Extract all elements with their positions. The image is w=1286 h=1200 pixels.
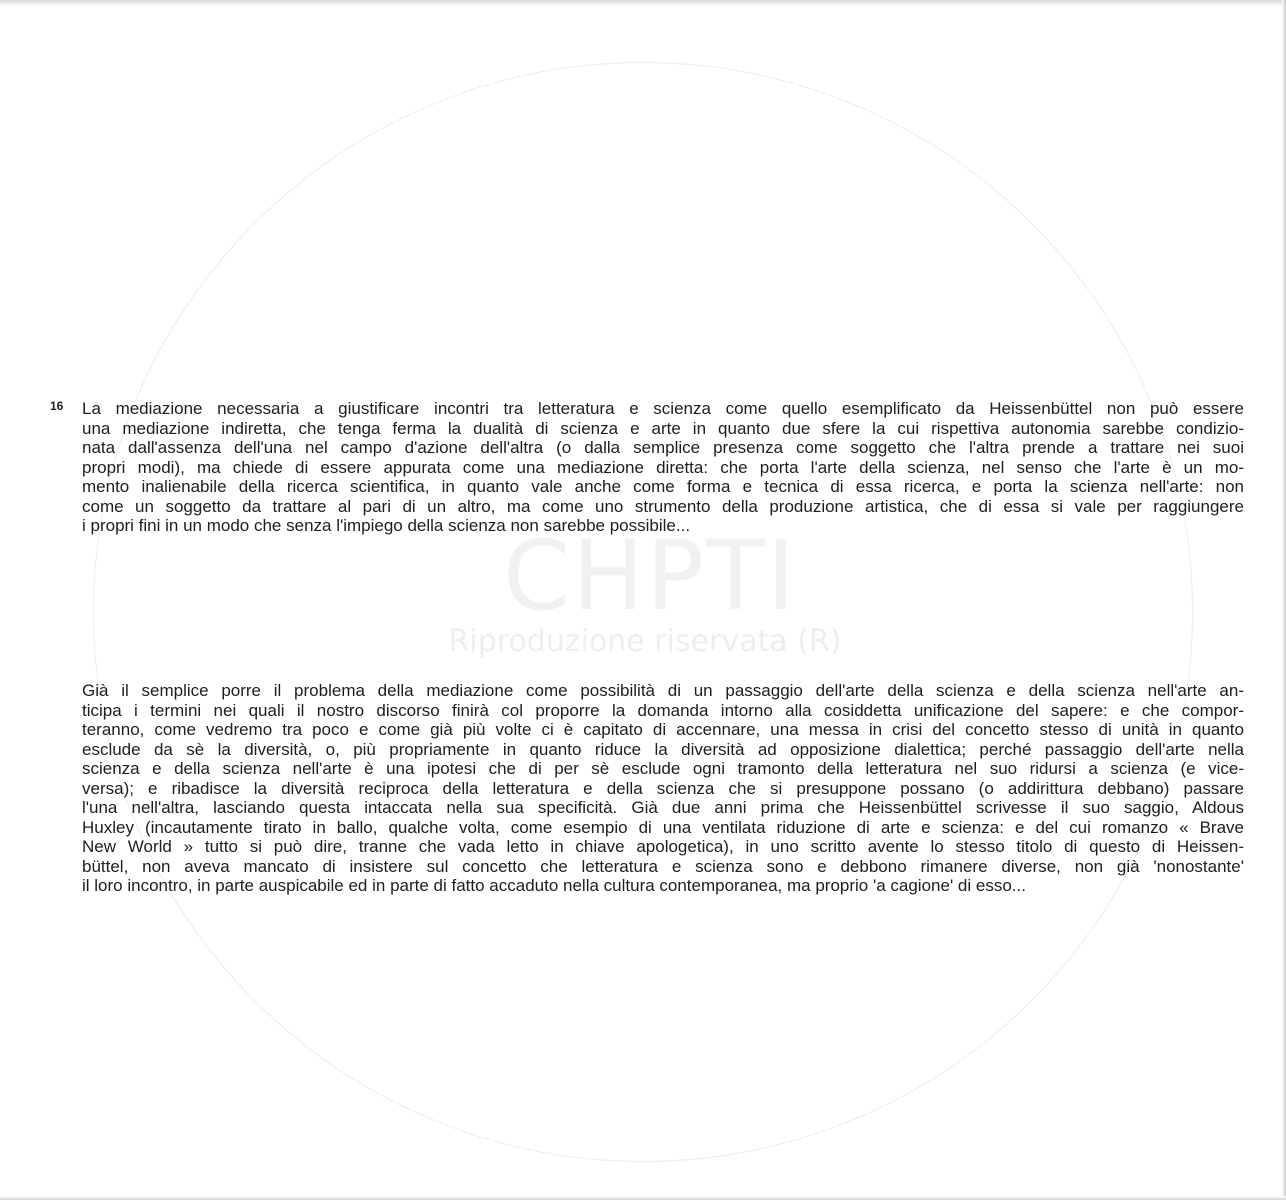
text-line: La mediazione necessaria a giustificare incontri tra letteratura e scienza come quello esemplificato da Heissenbüttel non può essere bbox=[82, 399, 1244, 418]
page-edge-top bbox=[0, 0, 1286, 6]
text-line: büttel, non aveva mancato di insistere sul concetto che letteratura e scienza sono e debbono rimanere diverse, non già 'nonostante' bbox=[82, 856, 1244, 876]
text-line: l'una nell'altra, lasciando questa intaccata nella sua specificità. Già due anni prima che Heissenbüttel scrivesse il suo saggio, Aldous bbox=[82, 798, 1244, 817]
text-line: una mediazione indiretta, che tenga ferma la dualità di scienza e arte in quanto due sfere la cui rispettiva autonomia sarebbe condizio- bbox=[82, 418, 1244, 438]
watermark-text: Riproduzione riservata (R) bbox=[448, 624, 842, 659]
text-line: come un soggetto da trattare al pari di un altro, ma come uno strumento della produzione artistica, che di essa si vale per raggiungere bbox=[82, 496, 1244, 516]
text-line: Già il semplice porre il problema della mediazione come possibilità di un passaggio dell'arte della scienza e della scienza nell'arte an- bbox=[82, 681, 1244, 700]
text-line: scienza e della scienza nell'arte è una ipotesi che di per sè esclude ogni tramonto della letteratura nel suo ridursi a scienza (e vice- bbox=[82, 759, 1244, 778]
page-edge-bottom bbox=[0, 1196, 1286, 1200]
text-line: versa); e ribadisce la diversità reciproca della letteratura e della scienza che si presuppone possano (o addirittura debbano) passare bbox=[82, 778, 1244, 798]
watermark-logo: CHPTI bbox=[502, 520, 798, 632]
text-line: i propri fini in un modo che senza l'impiego della scienza non sarebbe possibile... bbox=[82, 516, 691, 535]
page-edge-right bbox=[1282, 0, 1286, 1200]
text-line: il loro incontro, in parte auspicabile ed in parte di fatto accaduto nella cultura contemporanea, ma proprio 'a cagione' di esso... bbox=[82, 876, 1026, 895]
paragraph-2 bbox=[82, 681, 1244, 896]
text-line: New World » tutto si può dire, tranne che vada letto in chiave apologetica), in uno scritto avente lo stesso titolo di questo di Heissen- bbox=[82, 837, 1244, 856]
text-line: Huxley (incautamente tirato in ballo, qualche volta, come esempio di una ventilata riduzione di arte e scienza: e del cui romanzo « Brave bbox=[82, 817, 1244, 837]
text-line: teranno, come vedremo tra poco e come già più volte ci è capitato di accennare, una messa in crisi del concetto stesso di unità in quanto bbox=[82, 720, 1244, 739]
text-line: nata dall'assenza dell'una nel campo d'azione dell'altra (o dalla semplice presenza come soggetto che l'altra prende a trattare nei suoi bbox=[82, 438, 1244, 457]
text-line: esclude da sè la diversità, o, più propriamente in quanto riduce la diversità ad opposizione dialettica; perché passaggio dell'arte nella bbox=[82, 739, 1244, 759]
text-line: mento inalienabile della ricerca scientifica, in quanto vale anche come forma e tecnica di essa ricerca, e porta la scienza nell'arte: non bbox=[82, 477, 1244, 496]
paragraph-1 bbox=[82, 399, 1244, 536]
text-line: ticipa i termini nei quali il nostro discorso finirà col proporre la domanda intorno alla cosiddetta unificazione del sapere: e che compor- bbox=[82, 700, 1244, 720]
text-line: propri modi), ma chiede di essere appurata come una mediazione diretta: che porta l'arte della scienza, nel senso che l'arte è un mo- bbox=[82, 457, 1244, 477]
page-number: 16 bbox=[50, 399, 64, 413]
